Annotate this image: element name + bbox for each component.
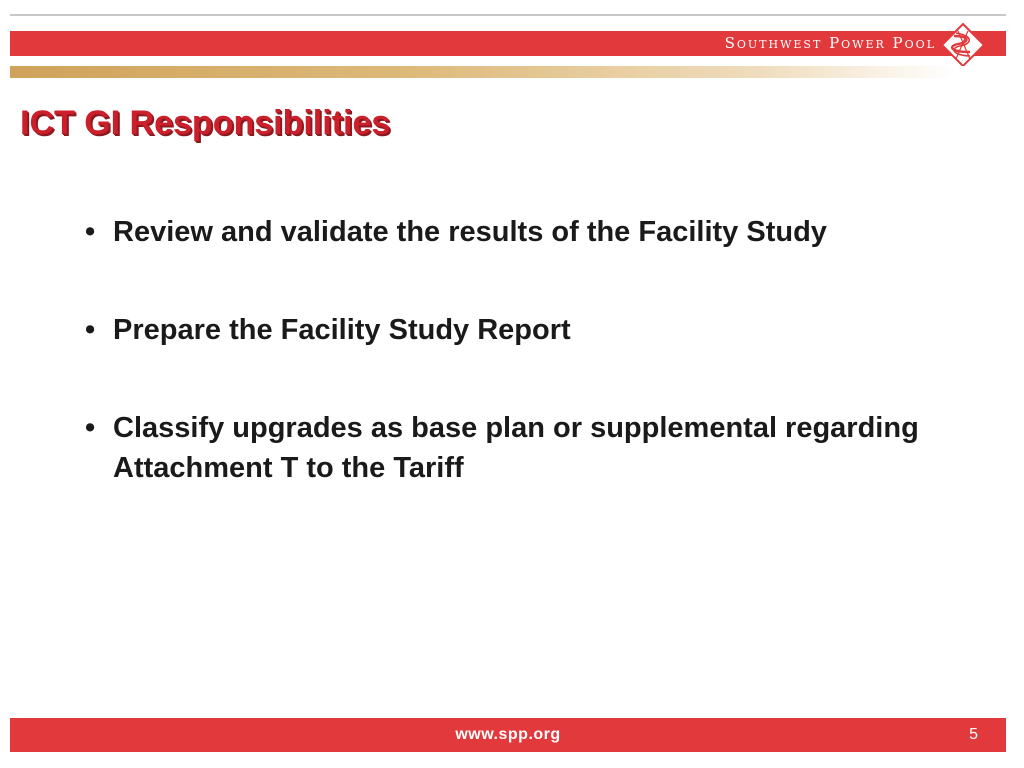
bullet-marker: • [85, 216, 96, 248]
bullet-list [85, 212, 945, 488]
footer-band [10, 718, 1006, 752]
brand-name: Southwest Power Pool [724, 34, 936, 52]
footer-url-link[interactable]: www.spp.org [455, 726, 561, 743]
list-item [85, 310, 945, 350]
bullet-marker: • [85, 412, 96, 444]
header-brand-band [10, 31, 1006, 56]
bullet-text: Review and validate the results of the Facility Study [113, 216, 827, 248]
top-divider [10, 14, 1006, 16]
list-item [85, 212, 945, 252]
page-number: 5 [969, 726, 978, 743]
bullet-text: Prepare the Facility Study Report [113, 314, 571, 346]
bullet-text: Classify upgrades as base plan or supplemental regarding Attachment T to the Tariff [113, 412, 919, 484]
header-gold-band [10, 66, 1006, 78]
list-item [85, 408, 945, 488]
slide-title: ICT GI Responsibilities [20, 104, 391, 142]
spp-diamond-logo-icon [940, 22, 986, 68]
bullet-marker: • [85, 314, 96, 346]
